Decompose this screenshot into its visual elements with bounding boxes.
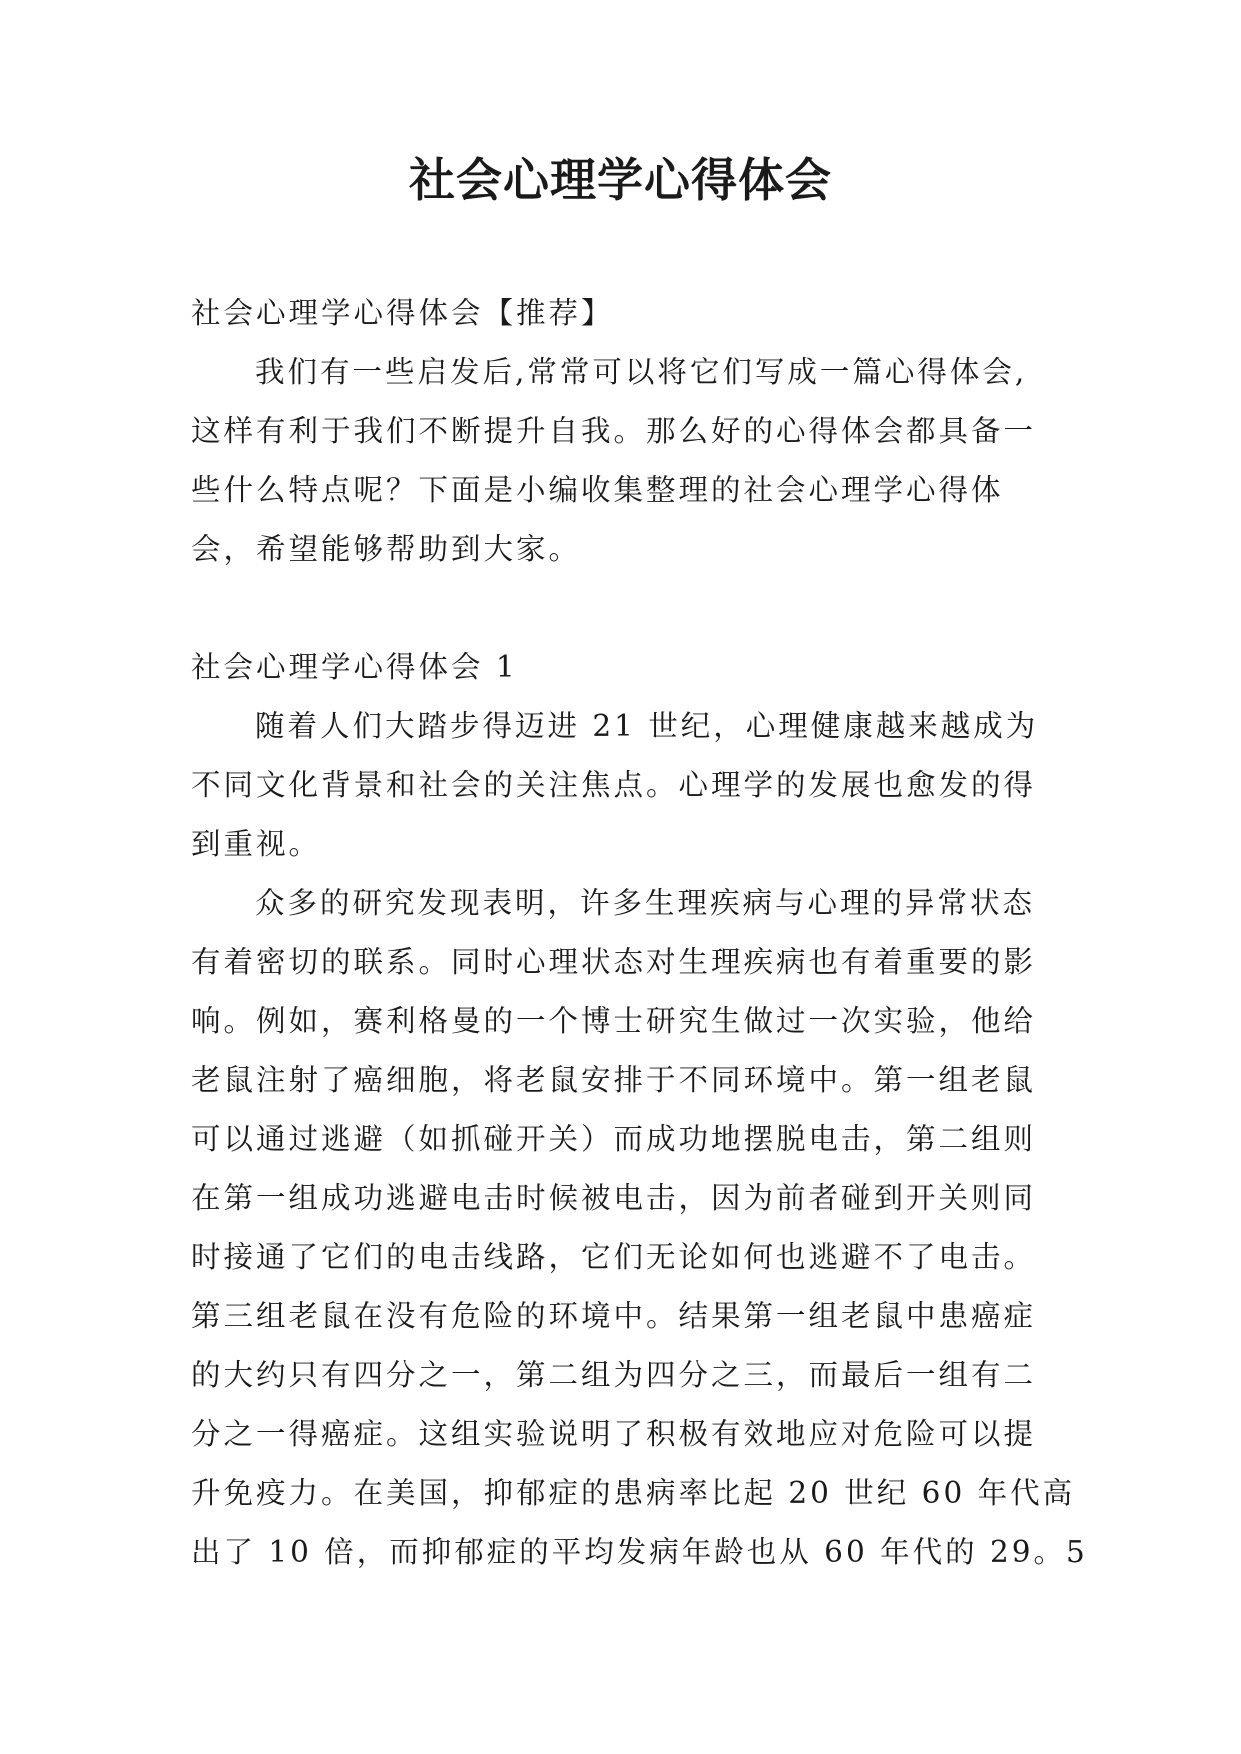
paragraph-line: 在第一组成功逃避电击时候被电击，因为前者碰到开关则同	[191, 1181, 1037, 1215]
paragraph-line: 不同文化背景和社会的关注焦点。心理学的发展也愈发的得	[191, 768, 1037, 802]
paragraph-line: 分之一得癌症。这组实验说明了积极有效地应对危险可以提	[191, 1417, 1037, 1451]
paragraph-line: 时接通了它们的电击线路，它们无论如何也逃避不了电击。	[191, 1240, 1037, 1274]
paragraph-line: 老鼠注射了癌细胞，将老鼠安排于不同环境中。第一组老鼠	[191, 1063, 1037, 1097]
paragraph-line: 会，希望能够帮助到大家。	[191, 532, 582, 566]
paragraph-line: 随着人们大踏步得迈进 21 世纪，心理健康越来越成为	[255, 709, 1039, 743]
paragraph-line: 众多的研究发现表明，许多生理疾病与心理的异常状态	[255, 886, 1036, 920]
paragraph-line: 第三组老鼠在没有危险的环境中。结果第一组老鼠中患癌症	[191, 1299, 1037, 1333]
paragraph-spacer	[191, 579, 1071, 638]
paragraph-line: 到重视。	[191, 827, 322, 861]
paragraph-line: 有着密切的联系。同时心理状态对生理疾病也有着重要的影	[191, 945, 1037, 979]
paragraph-line: 些什么特点呢？下面是小编收集整理的社会心理学心得体	[191, 473, 1004, 507]
paragraph-line: 我们有一些启发后,常常可以将它们写成一篇心得体会,	[255, 355, 1028, 389]
document-body	[191, 284, 1088, 1582]
intro-paragraph	[191, 343, 1071, 579]
paragraph-one	[191, 697, 1071, 874]
paragraph-line: 出了 10 倍，而抑郁症的平均发病年龄也从 60 年代的 29。5	[191, 1535, 1088, 1569]
section-heading: 社会心理学心得体会 1	[191, 650, 518, 684]
paragraph-line: 的大约只有四分之一，第二组为四分之三，而最后一组有二	[191, 1358, 1037, 1392]
paragraph-line: 可以通过逃避（如抓碰开关）而成功地摆脱电击，第二组则	[191, 1122, 1037, 1156]
paragraph-line: 这样有利于我们不断提升自我。那么好的心得体会都具备一	[191, 414, 1037, 448]
paragraph-line: 响。例如，赛利格曼的一个博士研究生做过一次实验，他给	[191, 1004, 1037, 1038]
document-subtitle: 社会心理学心得体会【推荐】	[191, 296, 614, 330]
document-title: 社会心理学心得体会	[409, 153, 832, 207]
paragraph-two	[191, 874, 1088, 1582]
paragraph-line: 升免疫力。在美国，抑郁症的患病率比起 20 世纪 60 年代高	[191, 1476, 1076, 1510]
